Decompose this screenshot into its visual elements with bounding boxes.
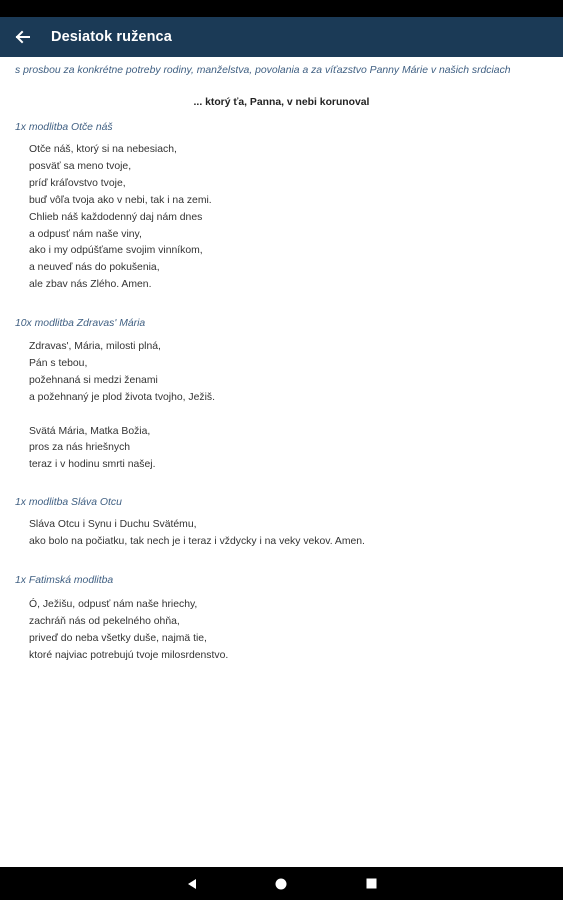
mystery-title: ... ktorý ťa, Panna, v nebi korunoval (193, 97, 370, 108)
prayer-line: príď kráľovstvo tvoje, (29, 177, 126, 189)
section-heading-slava-otcu: 1x modlitba Sláva Otcu (15, 497, 122, 508)
section-heading-otce-nas: 1x modlitba Otče náš (15, 122, 113, 133)
prayer-line: a požehnaný je plod života tvojho, Ježiš. (29, 391, 215, 403)
prayer-line: buď vôľa tvoja ako v nebi, tak i na zemi. (29, 194, 212, 206)
prayer-fatimska (29, 597, 228, 665)
prayer-slava-otcu (29, 517, 365, 551)
prayer-line: ako i my odpúšťame svojim vinníkom, (29, 245, 203, 257)
nav-recents-button[interactable] (351, 867, 391, 900)
app-bar (0, 17, 563, 57)
prayer-line: Svätá Mária, Matka Božia, (29, 425, 151, 437)
prayer-line: Ó, Ježišu, odpusť nám naše hriechy, (29, 599, 198, 610)
prayer-line: Chlieb náš každodenný daj nám dnes (29, 211, 203, 223)
prayer-content[interactable] (0, 57, 563, 867)
page-title: Desiatok ruženca (51, 29, 172, 45)
system-nav-bar (0, 867, 563, 900)
nav-home-button[interactable] (261, 867, 301, 900)
prayer-line: ktoré najviac potrebujú tvoje milosrdenstvo. (29, 649, 229, 661)
prayer-line: ako bolo na počiatku, tak nech je i teraz i vždycky i na veky vekov. Amen. (29, 535, 365, 547)
status-bar (0, 0, 563, 17)
section-heading-fatimska: 1x Fatimská modlitba (15, 575, 114, 586)
prayer-zdravas (29, 339, 215, 474)
prayer-line: a odpusť nám naše viny, (29, 228, 142, 240)
prayer-line: Pán s tebou, (29, 357, 88, 369)
intention-text: s prosbou za konkrétne potreby rodiny, manželstva, povolania a za víťazstvo Panny Márie v našich srdciach (15, 65, 511, 76)
section-heading-zdravas: 10x modlitba Zdravas' Mária (15, 318, 146, 329)
prayer-line: Otče náš, ktorý si na nebesiach, (29, 144, 177, 155)
prayer-line: priveď do neba všetky duše, najmä tie, (29, 632, 207, 644)
prayer-line: ale zbav nás Zlého. Amen. (29, 279, 152, 291)
prayer-line: a neuveď nás do pokušenia, (29, 262, 160, 274)
prayer-line: pros za nás hriešnych (29, 442, 131, 454)
prayer-line: Zdravas', Mária, milosti plná, (29, 341, 161, 352)
prayer-line: zachráň nás od pekelného ohňa, (29, 615, 180, 627)
arrow-left-icon (14, 29, 30, 45)
prayer-otce-nas (29, 142, 212, 294)
prayer-line: požehnaná si medzi ženami (29, 374, 158, 386)
prayer-line: posväť sa meno tvoje, (29, 160, 132, 172)
triangle-back-icon (186, 878, 198, 890)
back-button[interactable] (2, 17, 42, 57)
square-recents-icon (366, 878, 377, 889)
stanza-gap (29, 407, 215, 424)
nav-back-button[interactable] (172, 867, 212, 900)
prayer-line: teraz i v hodinu smrti našej. (29, 459, 156, 471)
prayer-line: Sláva Otcu i Synu i Duchu Svätému, (29, 519, 197, 530)
circle-home-icon (275, 878, 287, 890)
